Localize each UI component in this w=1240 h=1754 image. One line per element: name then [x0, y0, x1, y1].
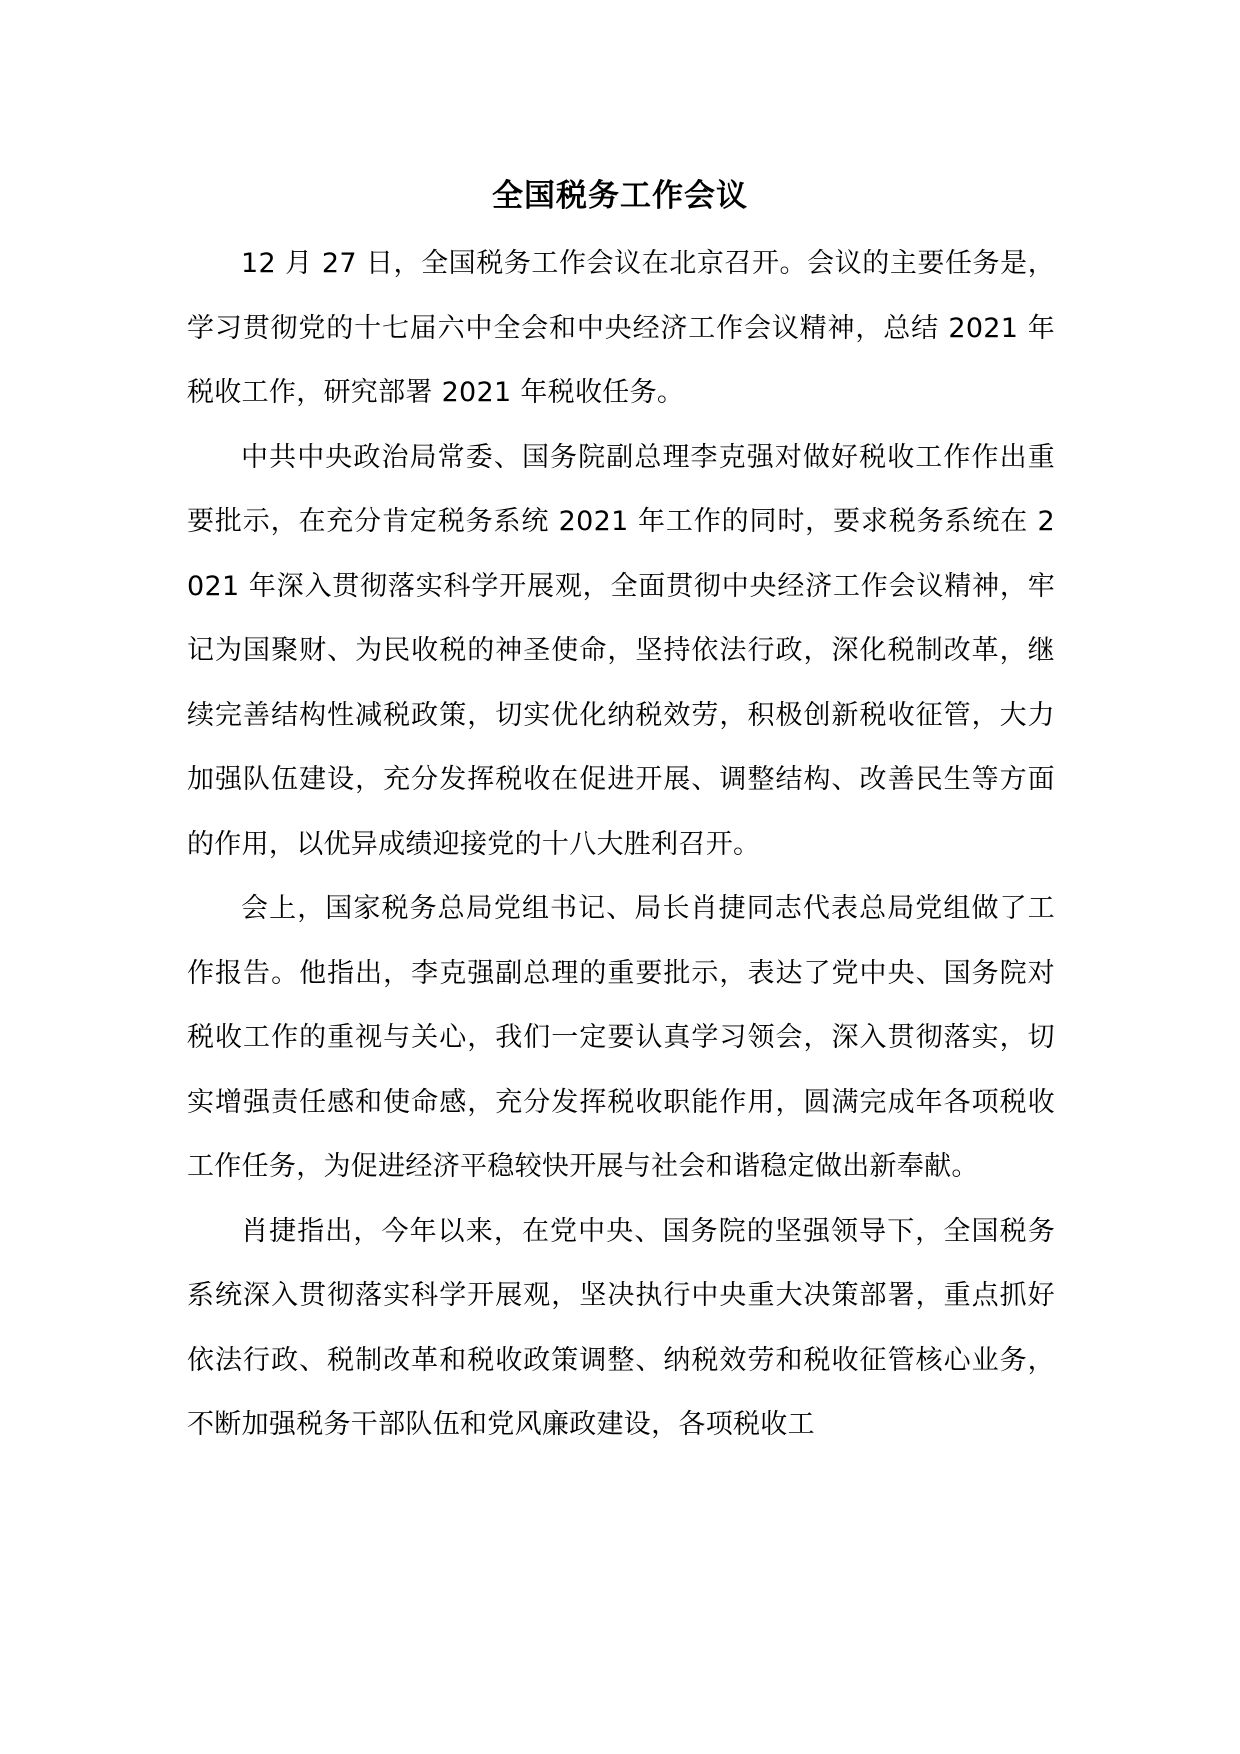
document-title: 全国税务工作会议	[492, 178, 748, 214]
paragraph-4: 肖捷指出，今年以来，在党中央、国务院的坚强领导下，全国税务系统深入贯彻落实科学开展观，坚决执行中央重大决策部署，重点抓好依法行政、税制改革和税收政策调整、纳税效劳和税收征管核心业务，不断加强税务干部队伍和党风廉政建设，各项税收工	[187, 1215, 1055, 1440]
paragraph-3: 会上，国家税务总局党组书记、局长肖捷同志代表总局党组做了工作报告。他指出，李克强副总理的重要批示，表达了党中央、国务院对税收工作的重视与关心，我们一定要认真学习领会，深入贯彻落实，切实增强责任感和使命感，充分发挥税收职能作用，圆满完成年各项税收工作任务，为促进经济平稳较快开展与社会和谐稳定做出新奉献。	[187, 893, 1055, 1182]
document-body	[187, 232, 1055, 1458]
paragraph-2: 中共中央政治局常委、国务院副总理李克强对做好税收工作作出重要批示，在充分肯定税务系统 2021 年工作的同时，要求税务系统在 2021 年深入贯彻落实科学开展观，全面贯彻中央经济工作会议精神，牢记为国聚财、为民收税的神圣使命，坚持依法行政，深化税制改革，继续完善结构性减税政策，切实优化纳税效劳，积极创新税收征管，大力加强队伍建设，充分发挥税收在促进开展、调整结构、改善民生等方面的作用，以优异成绩迎接党的十八大胜利召开。	[187, 441, 1055, 860]
paragraph-1: 12 月 27 日，全国税务工作会议在北京召开。会议的主要任务是，学习贯彻党的十七届六中全会和中央经济工作会议精神，总结 2021 年税收工作，研究部署 2021 年税收任务。	[187, 248, 1055, 408]
